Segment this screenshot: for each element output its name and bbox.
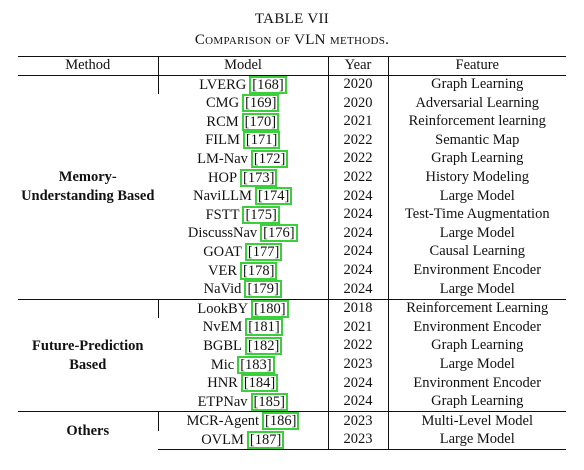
model-cell bbox=[158, 393, 328, 412]
header-year: Year bbox=[328, 57, 388, 76]
citation-link[interactable]: [176] bbox=[260, 224, 297, 242]
year-cell: 2024 bbox=[328, 206, 388, 225]
model-cell bbox=[158, 113, 328, 132]
feature-cell: Large Model bbox=[388, 187, 566, 206]
feature-cell: Large Model bbox=[388, 280, 566, 299]
model-cell bbox=[158, 280, 328, 299]
header-model: Model bbox=[158, 57, 328, 76]
header-feature: Feature bbox=[388, 57, 566, 76]
year-cell: 2024 bbox=[328, 280, 388, 299]
table-number: TABLE VII bbox=[254, 11, 330, 27]
citation-link[interactable]: [185] bbox=[251, 393, 288, 411]
model-name: BGBL bbox=[203, 337, 242, 354]
year-cell: 2024 bbox=[328, 187, 388, 206]
year-cell: 2022 bbox=[328, 337, 388, 356]
citation-link[interactable]: [175] bbox=[242, 206, 279, 224]
year-cell: 2023 bbox=[328, 412, 388, 431]
citation-link[interactable]: [179] bbox=[244, 280, 281, 298]
model-cell bbox=[158, 94, 328, 113]
citation-link[interactable]: [182] bbox=[245, 337, 282, 355]
model-name: DiscussNav bbox=[187, 225, 258, 242]
year-cell: 2022 bbox=[328, 169, 388, 188]
table-row bbox=[18, 412, 566, 431]
year-cell: 2024 bbox=[328, 243, 388, 262]
year-cell: 2023 bbox=[328, 356, 388, 375]
citation-link[interactable]: [173] bbox=[240, 169, 277, 187]
model-name: GOAT bbox=[203, 243, 242, 260]
feature-cell: Reinforcement Learning bbox=[388, 299, 566, 318]
method-cell: Future-Prediction Based bbox=[18, 299, 158, 412]
year-cell: 2024 bbox=[328, 224, 388, 243]
table-row bbox=[18, 75, 566, 94]
feature-cell: History Modeling bbox=[388, 169, 566, 188]
model-cell bbox=[158, 131, 328, 150]
model-cell bbox=[158, 412, 328, 431]
feature-cell: Graph Learning bbox=[388, 150, 566, 169]
feature-cell: Adversarial Learning bbox=[388, 94, 566, 113]
feature-cell: Semantic Map bbox=[388, 131, 566, 150]
citation-link[interactable]: [171] bbox=[243, 131, 280, 149]
method-group bbox=[18, 299, 566, 412]
method-group bbox=[18, 75, 566, 299]
model-name: MCR-Agent bbox=[186, 413, 260, 430]
model-name: LVERG bbox=[199, 76, 247, 93]
feature-cell: Environment Encoder bbox=[388, 262, 566, 281]
feature-cell: Graph Learning bbox=[388, 75, 566, 94]
method-cell: Others bbox=[18, 412, 158, 450]
feature-cell: Large Model bbox=[388, 356, 566, 375]
feature-cell: Environment Encoder bbox=[388, 318, 566, 337]
feature-cell: Large Model bbox=[388, 224, 566, 243]
citation-link[interactable]: [180] bbox=[251, 300, 288, 318]
method-group bbox=[18, 412, 566, 450]
year-cell: 2024 bbox=[328, 374, 388, 393]
feature-cell: Test-Time Augmentation bbox=[388, 206, 566, 225]
model-cell bbox=[158, 75, 328, 94]
citation-link[interactable]: [186] bbox=[262, 412, 299, 430]
model-name: FSTT bbox=[205, 206, 240, 223]
year-cell: 2020 bbox=[328, 75, 388, 94]
year-cell: 2021 bbox=[328, 113, 388, 132]
feature-cell: Causal Learning bbox=[388, 243, 566, 262]
model-name: RCM bbox=[206, 113, 239, 130]
model-cell bbox=[158, 150, 328, 169]
year-cell: 2021 bbox=[328, 318, 388, 337]
header-method: Method bbox=[18, 57, 158, 76]
year-cell: 2024 bbox=[328, 262, 388, 281]
citation-link[interactable]: [184] bbox=[241, 374, 278, 392]
year-cell: 2022 bbox=[328, 131, 388, 150]
citation-link[interactable]: [172] bbox=[251, 150, 288, 168]
model-cell bbox=[158, 243, 328, 262]
year-cell: 2018 bbox=[328, 299, 388, 318]
feature-cell: Reinforcement learning bbox=[388, 113, 566, 132]
citation-link[interactable]: [183] bbox=[237, 356, 274, 374]
citation-link[interactable]: [169] bbox=[242, 94, 279, 112]
year-cell: 2023 bbox=[328, 431, 388, 450]
citation-link[interactable]: [187] bbox=[247, 431, 284, 449]
model-name: LookBY bbox=[197, 300, 249, 317]
citation-link[interactable]: [168] bbox=[249, 76, 286, 94]
feature-cell: Environment Encoder bbox=[388, 374, 566, 393]
model-name: ETPNav bbox=[197, 393, 248, 410]
vln-comparison-table bbox=[18, 56, 566, 450]
model-name: NaVid bbox=[203, 281, 242, 298]
feature-cell: Large Model bbox=[388, 431, 566, 450]
model-cell bbox=[158, 337, 328, 356]
model-cell bbox=[158, 374, 328, 393]
citation-link[interactable]: [170] bbox=[242, 113, 279, 131]
citation-link[interactable]: [178] bbox=[240, 262, 277, 280]
table-title: Comparison of VLN methods. bbox=[194, 32, 390, 48]
model-name: HOP bbox=[208, 169, 238, 186]
model-name: HNR bbox=[207, 375, 238, 392]
model-cell bbox=[158, 206, 328, 225]
feature-cell: Graph Learning bbox=[388, 393, 566, 412]
feature-cell: Multi-Level Model bbox=[388, 412, 566, 431]
model-name: LM-Nav bbox=[197, 150, 248, 167]
citation-link[interactable]: [177] bbox=[245, 243, 282, 261]
table-row bbox=[18, 299, 566, 318]
method-cell: Memory-Understanding Based bbox=[21, 169, 155, 205]
model-name: NaviLLM bbox=[193, 188, 252, 205]
citation-link[interactable]: [174] bbox=[255, 187, 292, 205]
model-cell bbox=[158, 431, 328, 450]
model-name: VER bbox=[208, 262, 238, 279]
model-cell bbox=[158, 224, 328, 243]
model-cell bbox=[158, 262, 328, 281]
model-cell bbox=[158, 169, 328, 188]
model-cell bbox=[158, 318, 328, 337]
model-name: Mic bbox=[210, 356, 235, 373]
model-name: OVLM bbox=[201, 431, 244, 448]
model-cell bbox=[158, 356, 328, 375]
year-cell: 2020 bbox=[328, 94, 388, 113]
table-header-row bbox=[18, 57, 566, 76]
year-cell: 2024 bbox=[328, 393, 388, 412]
model-cell bbox=[158, 299, 328, 318]
feature-cell: Graph Learning bbox=[388, 337, 566, 356]
model-name: CMG bbox=[206, 95, 240, 112]
citation-link[interactable]: [181] bbox=[245, 318, 282, 336]
year-cell: 2022 bbox=[328, 150, 388, 169]
model-name: NvEM bbox=[202, 319, 243, 336]
model-cell bbox=[158, 187, 328, 206]
model-name: FILM bbox=[205, 132, 240, 149]
